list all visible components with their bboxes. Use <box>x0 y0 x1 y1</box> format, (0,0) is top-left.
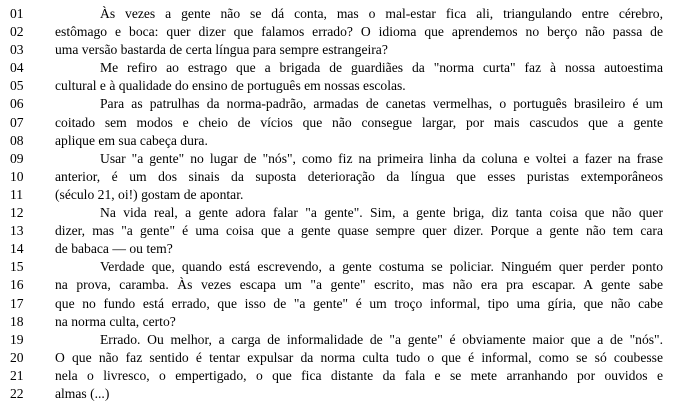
text-line <box>10 276 663 294</box>
line-number: 01 <box>10 6 24 21</box>
text-line <box>10 77 663 95</box>
line-text: Na vida real, a gente adora falar "a gente". Sim, a gente briga, diz tanta coisa que não quer <box>100 205 663 221</box>
text-line <box>10 168 663 186</box>
line-number: 15 <box>10 259 24 275</box>
line-number: 08 <box>10 132 24 148</box>
line-text: Usar "a gente" no lugar de "nós", como fiz na primeira linha da coluna e voltei a fazer na frase <box>100 150 663 166</box>
line-text: Para as patrulhas da norma-padrão, armadas de canetas vermelhas, o português brasileiro é um <box>100 96 663 112</box>
line-number: 12 <box>10 205 24 221</box>
line-number: 07 <box>10 114 24 130</box>
line-number: 19 <box>10 331 24 347</box>
line-number: 17 <box>10 295 24 311</box>
line-text: O que não faz sentido é tentar expulsar da norma culta tudo o que é informal, como se só coubesse <box>55 349 663 365</box>
text-line <box>10 295 663 313</box>
line-number: 20 <box>10 349 24 365</box>
text-line <box>10 367 663 385</box>
line-number: 06 <box>10 96 24 112</box>
line-text: Me refiro ao estrago que a brigada de guardiães da "norma curta" faz à nossa autoestima <box>100 60 663 76</box>
text-line <box>10 23 663 41</box>
line-number: 10 <box>10 168 24 184</box>
line-number: 16 <box>10 277 24 293</box>
line-text: aplique em sua cabeça dura. <box>55 132 208 148</box>
line-text: estômago e boca: quer dizer que falamos errado? O idioma que aprendemos no berço não passa de <box>55 24 663 40</box>
line-text: almas (...) <box>55 385 110 401</box>
line-number: 04 <box>10 60 24 76</box>
line-number: 02 <box>10 24 24 40</box>
line-text: dizer, mas "a gente" é uma coisa que a gente quase sempre quer dizer. Porque a gente não tem cara <box>55 223 663 239</box>
line-text: uma versão bastarda de certa língua para sempre estrangeira? <box>55 42 388 58</box>
line-text: na norma culta, certo? <box>55 313 176 329</box>
line-text: na prova, caramba. Às vezes escapa um "a gente" escrito, mas não era pra escapar. A gente sabe <box>55 277 663 293</box>
text-line <box>10 114 663 132</box>
line-text: Às vezes a gente não se dá conta, mas o mal-estar fica ali, triangulando entre cérebro, <box>100 6 663 21</box>
line-text: cultural e à qualidade do ensino de português em nossas escolas. <box>55 78 406 94</box>
text-line <box>10 95 663 113</box>
text-line <box>10 313 663 331</box>
text-line <box>10 132 663 150</box>
line-number: 13 <box>10 223 24 239</box>
line-number: 18 <box>10 313 24 329</box>
text-line <box>10 331 663 349</box>
line-text: nela o livresco, o empertigado, o que fica distante da fala e se mete arranhando por ouvidos e <box>55 367 663 383</box>
text-line <box>10 5 663 23</box>
text-line <box>10 186 663 204</box>
line-number: 21 <box>10 367 24 383</box>
line-number: 11 <box>10 186 24 202</box>
text-line <box>10 41 663 59</box>
text-line <box>10 349 663 367</box>
text-line <box>10 204 663 222</box>
line-text: (século 21, oi!) gostam de apontar. <box>55 186 244 202</box>
text-line <box>10 240 663 258</box>
line-number: 09 <box>10 150 24 166</box>
line-number: 14 <box>10 241 24 257</box>
text-line <box>10 385 663 403</box>
line-text: coitado sem modos e cheio de vícios que não consegue largar, por mais cascudos que a gente <box>55 114 663 130</box>
line-number: 22 <box>10 385 24 401</box>
line-number: 03 <box>10 42 24 58</box>
line-text: que no fundo está errado, que isso de "a gente" é um troço informal, tipo uma gíria, que não cabe <box>55 295 663 311</box>
text-line <box>10 59 663 77</box>
line-text: anterior, é um dos sinais da suposta deterioração da língua que esses puristas extemporâneos <box>55 168 663 184</box>
line-text: Verdade que, quando está escrevendo, a gente costuma se policiar. Ninguém quer perder ponto <box>100 259 663 275</box>
line-text: de babaca — ou tem? <box>55 241 173 257</box>
line-text: Errado. Ou melhor, a carga de informalidade de "a gente" é obviamente maior que a de "nós". <box>100 331 663 347</box>
text-line <box>10 150 663 168</box>
line-number: 05 <box>10 78 24 94</box>
text-line <box>10 222 663 240</box>
text-line <box>10 258 663 276</box>
